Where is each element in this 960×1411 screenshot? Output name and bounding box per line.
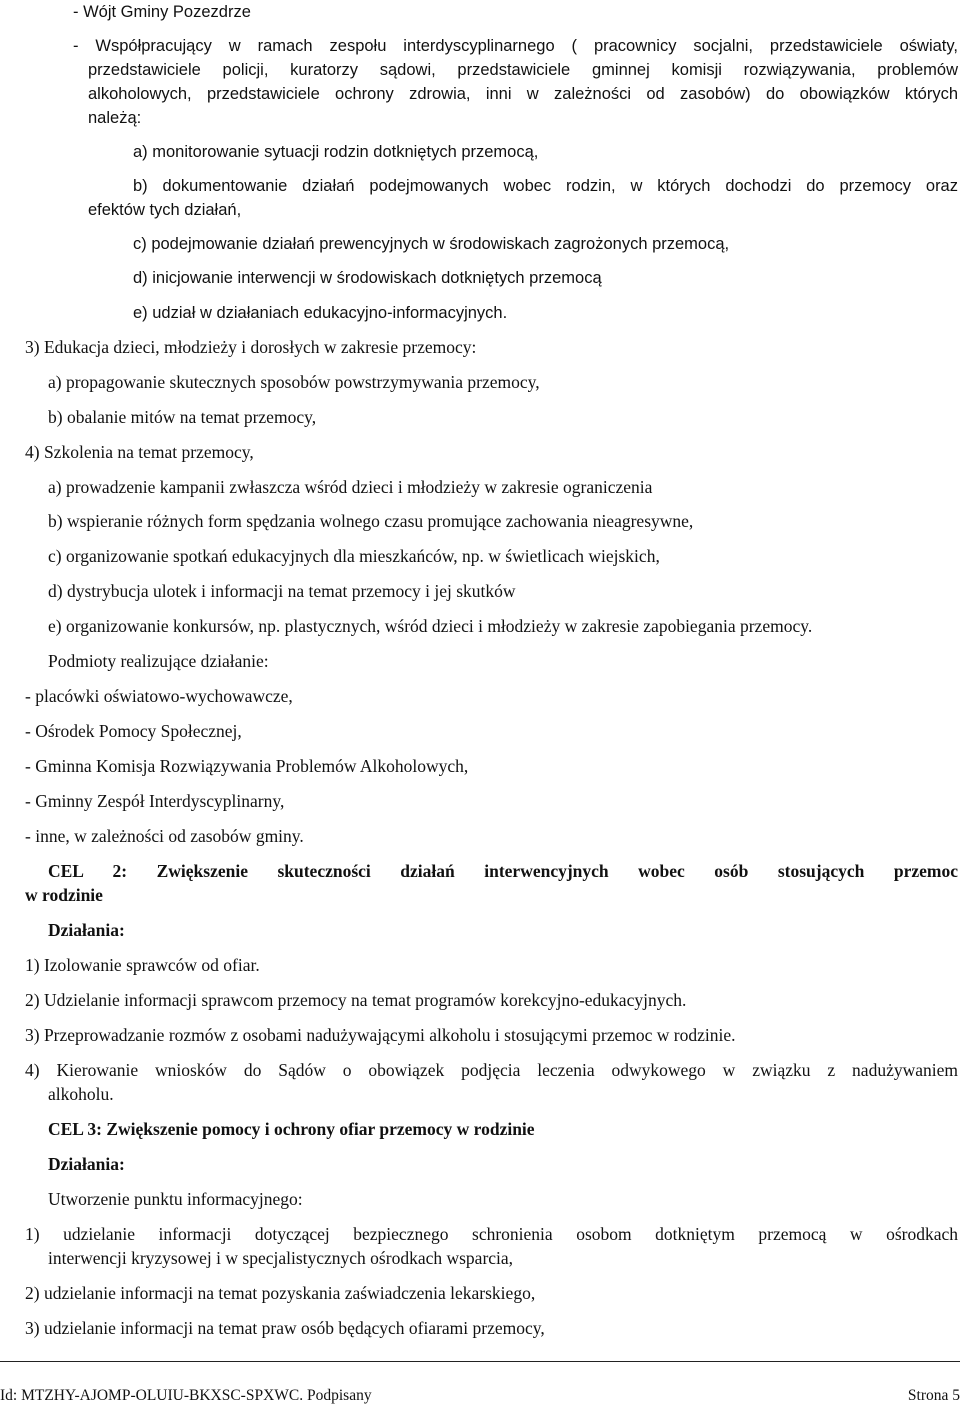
section3-item-b: b) obalanie mitów na temat przemocy, [48,407,317,427]
cel2-dzialania: Działania: [48,920,125,940]
podmiot-2: - Ośrodek Pomocy Społecznej, [25,721,242,741]
cel3-punkt: Utworzenie punktu informacyjnego: [48,1189,303,1209]
podmiot-1: - placówki oświatowo-wychowawcze, [25,686,293,706]
podmiot-4: - Gminny Zespół Interdyscyplinarny, [25,791,285,811]
duty-b-cont: efektów tych działań, [88,201,242,219]
duty-c: c) podejmowanie działań prewencyjnych w środowiskach zagrożonych przemocą, [133,235,730,253]
duty-e: e) udział w działaniach edukacyjno-informacyjnych. [133,304,508,322]
duty-d: d) inicjowanie interwencji w środowiskach dotkniętych przemocą [133,269,602,287]
cel3-item-2: 2) udzielanie informacji na temat pozyskania zaświadczenia lekarskiego, [25,1283,536,1303]
footer-rule [0,1361,960,1362]
cel3-item-3: 3) udzielanie informacji na temat praw osób będących ofiarami przemocy, [25,1318,545,1338]
podmioty-heading: Podmioty realizujące działanie: [48,651,269,671]
cel3-item-1-cont: interwencji kryzysowej i w specjalistycznych ośrodkach wsparcia, [48,1248,514,1268]
wojt-line: - Wójt Gminy Pozezdrze [73,3,251,21]
cel3-title: CEL 3: Zwiększenie pomocy i ochrony ofiar przemocy w rodzinie [48,1119,535,1139]
podmiot-3: - Gminna Komisja Rozwiązywania Problemów Alkoholowych, [25,756,469,776]
wspolpracujacy-line-3: alkoholowych, przedstawiciele ochrony zdrowia, inni w zależności od zasobów) do obowiązków których [88,85,958,103]
footer-document-id: Id: MTZHY-AJOMP-OLUIU-BKXSC-SPXWC. Podpisany [0,1387,372,1404]
section4-item-a: a) prowadzenie kampanii zwłaszcza wśród dzieci i młodzieży w zakresie ograniczenia [48,477,653,497]
cel3-dzialania: Działania: [48,1154,125,1174]
podmiot-5: - inne, w zależności od zasobów gminy. [25,826,304,846]
cel2-item-4: 4) Kierowanie wniosków do Sądów o obowiązek podjęcia leczenia odwykowego w związku z nadużywaniem [25,1060,958,1080]
cel3-item-1: 1) udzielanie informacji dotyczącej bezpiecznego schronienia osobom dotkniętym przemocą w ośrodkach [25,1224,958,1244]
duty-b: b) dokumentowanie działań podejmowanych wobec rodzin, w których dochodzi do przemocy oraz [133,177,958,195]
duty-a: a) monitorowanie sytuacji rodzin dotkniętych przemocą, [133,143,539,161]
section4-item-c: c) organizowanie spotkań edukacyjnych dla mieszkańców, np. w świetlicach wiejskich, [48,546,660,566]
cel2-item-1: 1) Izolowanie sprawców od ofiar. [25,955,260,975]
wspolpracujacy-line-2: przedstawiciele policji, kuratorzy sądowi, przedstawiciele gminnej komisji rozwiązywania, problemów [88,61,958,79]
cel2-item-4-cont: alkoholu. [48,1084,114,1104]
cel2-title-line-2: w rodzinie [25,885,103,905]
section4-item-b: b) wspieranie różnych form spędzania wolnego czasu promujące zachowania nieagresywne, [48,511,694,531]
section4-heading: 4) Szkolenia na temat przemocy, [25,442,254,462]
section4-item-d: d) dystrybucja ulotek i informacji na temat przemocy i jej skutków [48,581,516,601]
cel2-item-3: 3) Przeprowadzanie rozmów z osobami nadużywającymi alkoholu i stosującymi przemoc w rodzinie. [25,1025,736,1045]
wspolpracujacy-line-1: - Współpracujący w ramach zespołu interdyscyplinarnego ( pracownicy socjalni, przedstawiciele oświaty, [73,37,958,55]
section4-item-e: e) organizowanie konkursów, np. plastycznych, wśród dzieci i młodzieży w zakresie zapobiegania przemocy. [48,616,813,636]
section3-heading: 3) Edukacja dzieci, młodzieży i dorosłych w zakresie przemocy: [25,337,477,357]
section3-item-a: a) propagowanie skutecznych sposobów powstrzymywania przemocy, [48,372,540,392]
cel2-item-2: 2) Udzielanie informacji sprawcom przemocy na temat programów korekcyjno-edukacyjnych. [25,990,687,1010]
wspolpracujacy-line-4: należą: [88,109,142,127]
cel2-title-line-1: CEL 2: Zwiększenie skuteczności działań interwencyjnych wobec osób stosujących przemoc [48,861,958,881]
footer-page-number: Strona 5 [907,1387,960,1404]
